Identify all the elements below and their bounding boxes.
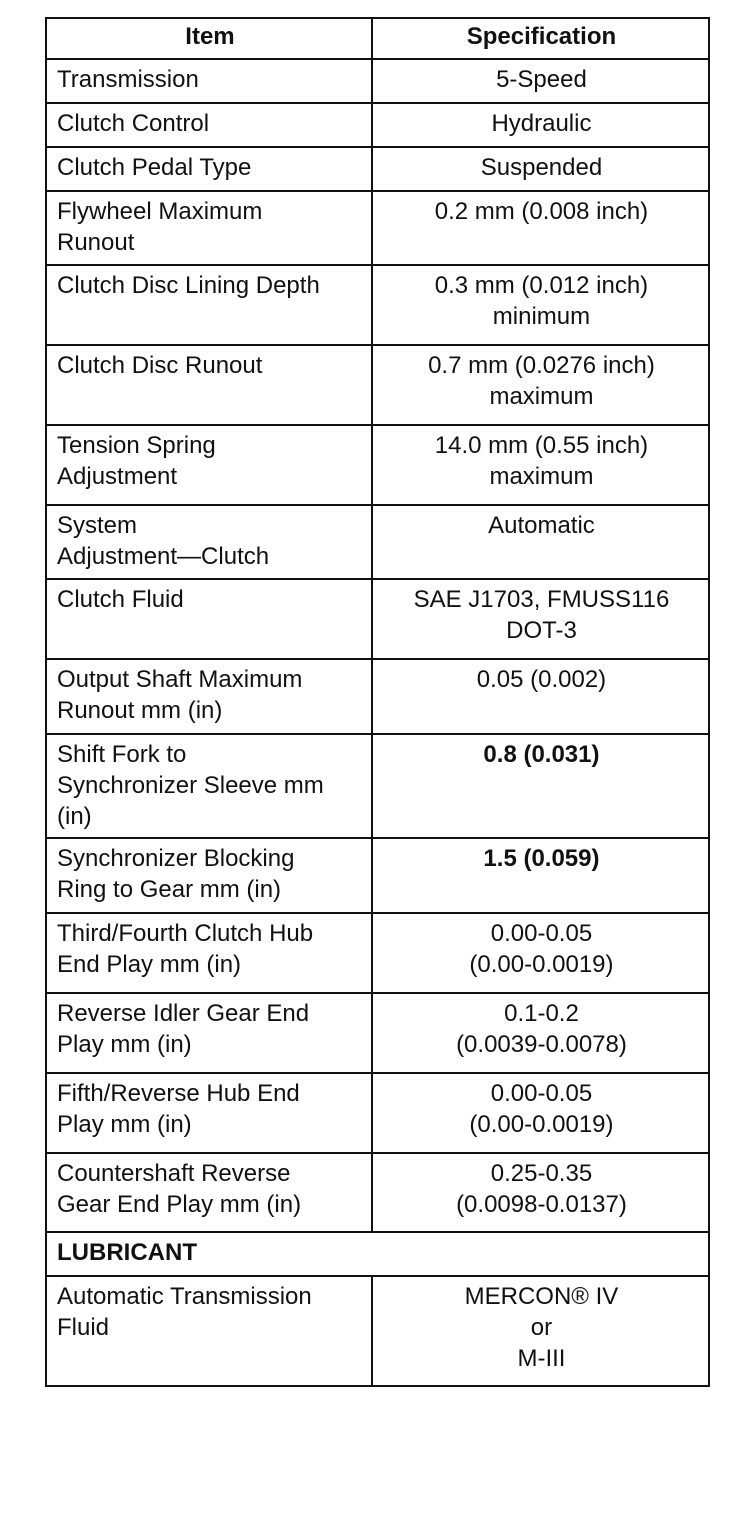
section-row bbox=[46, 1232, 709, 1276]
item-cell-line: Transmission bbox=[57, 66, 199, 93]
spec-cell-line: 0.00-0.05 bbox=[490, 1080, 593, 1107]
spec-cell-line: or bbox=[530, 1314, 553, 1341]
item-cell-line: Output Shaft Maximum bbox=[57, 666, 303, 693]
item-cell-line: Fluid bbox=[57, 1314, 110, 1341]
item-cell-line: Synchronizer Sleeve mm bbox=[57, 772, 324, 799]
item-cell-line: Clutch Disc Runout bbox=[57, 352, 263, 379]
item-cell bbox=[46, 265, 372, 345]
spec-cell bbox=[372, 838, 709, 913]
table-row bbox=[46, 1073, 709, 1153]
spec-cell-line: SAE J1703, FMUSS116 bbox=[413, 586, 670, 613]
item-cell-line: Runout mm (in) bbox=[57, 697, 223, 724]
item-cell-line: Play mm (in) bbox=[57, 1031, 192, 1058]
spec-cell-line: minimum bbox=[492, 303, 591, 330]
spec-cell bbox=[372, 505, 709, 579]
item-cell-line: Automatic Transmission bbox=[57, 1283, 312, 1310]
item-cell-line: Adjustment—Clutch bbox=[57, 543, 270, 570]
item-cell bbox=[46, 1276, 372, 1386]
spec-cell bbox=[372, 265, 709, 345]
spec-cell bbox=[372, 147, 709, 191]
spec-cell bbox=[372, 59, 709, 103]
item-cell-line: Reverse Idler Gear End bbox=[57, 1000, 310, 1027]
item-cell-line: Fifth/Reverse Hub End bbox=[57, 1080, 300, 1107]
spec-cell-line: 0.00-0.05 bbox=[490, 920, 593, 947]
item-cell bbox=[46, 734, 372, 838]
spec-cell bbox=[372, 579, 709, 659]
item-cell-line: Adjustment bbox=[57, 463, 178, 490]
spec-cell-line: 0.3 mm (0.012 inch) bbox=[434, 272, 649, 299]
spec-cell bbox=[372, 103, 709, 147]
item-cell-line: Ring to Gear mm (in) bbox=[57, 876, 282, 903]
spec-cell-line: 14.0 mm (0.55 inch) bbox=[434, 432, 649, 459]
table-row bbox=[46, 1276, 709, 1386]
table-row bbox=[46, 838, 709, 913]
item-cell bbox=[46, 1153, 372, 1232]
table-row bbox=[46, 191, 709, 265]
item-cell bbox=[46, 425, 372, 505]
table-row bbox=[46, 103, 709, 147]
item-cell bbox=[46, 345, 372, 425]
spec-cell bbox=[372, 345, 709, 425]
spec-cell-line: (0.00-0.0019) bbox=[469, 1111, 614, 1138]
spec-cell-line: maximum bbox=[489, 383, 594, 410]
spec-cell bbox=[372, 425, 709, 505]
item-cell bbox=[46, 659, 372, 734]
item-cell-line: End Play mm (in) bbox=[57, 951, 242, 978]
item-cell bbox=[46, 913, 372, 993]
spec-cell bbox=[372, 191, 709, 265]
item-cell-line: Synchronizer Blocking bbox=[57, 845, 295, 872]
spec-cell-line: (0.00-0.0019) bbox=[469, 951, 614, 978]
spec-cell bbox=[372, 1073, 709, 1153]
table-row bbox=[46, 579, 709, 659]
item-cell bbox=[46, 59, 372, 103]
spec-cell bbox=[372, 913, 709, 993]
spec-cell-line: 0.1-0.2 bbox=[504, 1000, 579, 1027]
item-cell-line: System bbox=[57, 512, 138, 539]
table-row bbox=[46, 59, 709, 103]
item-cell-line: Third/Fourth Clutch Hub bbox=[57, 920, 314, 947]
spec-cell bbox=[372, 659, 709, 734]
spec-cell-line: MERCON® IV bbox=[464, 1283, 619, 1310]
table-row bbox=[46, 659, 709, 734]
specification-table bbox=[45, 17, 710, 1387]
item-cell-line: Countershaft Reverse bbox=[57, 1160, 291, 1187]
item-cell-line: Runout bbox=[57, 229, 135, 256]
spec-cell-line: (0.0098-0.0137) bbox=[456, 1191, 627, 1218]
spec-cell-line: 0.2 mm (0.008 inch) bbox=[434, 198, 649, 225]
table-header-row bbox=[46, 18, 709, 59]
item-cell-line: Clutch Pedal Type bbox=[57, 154, 252, 181]
spec-cell-line: maximum bbox=[489, 463, 594, 490]
item-cell-line: Flywheel Maximum bbox=[57, 198, 263, 225]
item-column-header: Item bbox=[46, 18, 372, 59]
item-cell-line: Play mm (in) bbox=[57, 1111, 192, 1138]
item-cell-line: Gear End Play mm (in) bbox=[57, 1191, 302, 1218]
item-cell bbox=[46, 147, 372, 191]
item-cell-line: (in) bbox=[57, 803, 92, 830]
item-cell bbox=[46, 1073, 372, 1153]
table-row bbox=[46, 345, 709, 425]
item-cell bbox=[46, 505, 372, 579]
table-row bbox=[46, 265, 709, 345]
spec-cell-line: 1.5 (0.059) bbox=[483, 845, 600, 872]
spec-cell-line: M-III bbox=[517, 1345, 566, 1372]
spec-cell-line: 0.05 (0.002) bbox=[476, 666, 607, 693]
spec-cell-line: Automatic bbox=[488, 512, 595, 539]
section-heading: LUBRICANT bbox=[46, 1232, 709, 1276]
table-row bbox=[46, 147, 709, 191]
spec-cell-line: DOT-3 bbox=[506, 617, 577, 644]
specification-column-header: Specification bbox=[372, 18, 709, 59]
table-body bbox=[46, 59, 709, 1386]
item-cell bbox=[46, 191, 372, 265]
spec-cell bbox=[372, 993, 709, 1073]
item-cell-line: Clutch Fluid bbox=[57, 586, 184, 613]
item-cell bbox=[46, 579, 372, 659]
spec-cell-line: 0.7 mm (0.0276 inch) bbox=[428, 352, 655, 379]
item-cell-line: Shift Fork to bbox=[57, 741, 187, 768]
table-row bbox=[46, 993, 709, 1073]
spec-cell-line: (0.0039-0.0078) bbox=[456, 1031, 627, 1058]
item-cell bbox=[46, 993, 372, 1073]
item-cell bbox=[46, 838, 372, 913]
item-cell-line: Tension Spring bbox=[57, 432, 216, 459]
table-row bbox=[46, 1153, 709, 1232]
spec-cell-line: 5-Speed bbox=[496, 66, 587, 93]
table-row bbox=[46, 425, 709, 505]
table-row bbox=[46, 505, 709, 579]
spec-cell bbox=[372, 734, 709, 838]
table-row bbox=[46, 913, 709, 993]
spec-cell-line: Suspended bbox=[480, 154, 603, 181]
item-cell bbox=[46, 103, 372, 147]
spec-cell bbox=[372, 1153, 709, 1232]
spec-cell-line: 0.25-0.35 bbox=[490, 1160, 593, 1187]
spec-cell bbox=[372, 1276, 709, 1386]
spec-cell-line: 0.8 (0.031) bbox=[483, 741, 600, 768]
item-cell-line: Clutch Disc Lining Depth bbox=[57, 272, 320, 299]
spec-cell-line: Hydraulic bbox=[491, 110, 592, 137]
item-cell-line: Clutch Control bbox=[57, 110, 210, 137]
table-row bbox=[46, 734, 709, 838]
